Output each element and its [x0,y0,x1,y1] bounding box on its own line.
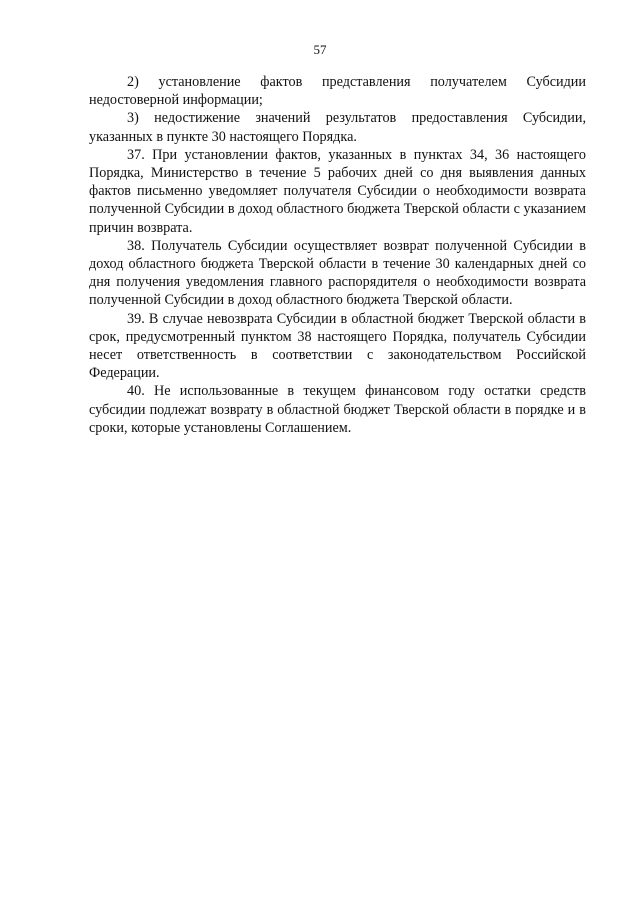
paragraph-40: 40. Не использованные в текущем финансовом году остатки средств субсидии подлежат возврату в областной бюджет Тверской области в порядке и в сроки, которые установлены Соглашением. [89,383,586,436]
paragraph-item-3: 3) недостижение значений результатов предоставления Субсидии, указанных в пункте 30 настоящего Порядка. [89,110,586,145]
paragraph-38: 38. Получатель Субсидии осуществляет возврат полученной Субсидии в доход областного бюджета Тверской области в течение 30 календарных дней со дня получения уведомления главного распорядителя о необходимости возврата полученной Субсидии в доход областного бюджета Тверской области. [89,237,586,309]
page-number: 57 [313,42,327,57]
document-body [89,73,586,437]
paragraph-37: 37. При установлении фактов, указанных в пунктах 34, 36 настоящего Порядка, Министерство в течение 5 рабочих дней со дня выявления данных фактов письменно уведомляет получателя Субсидии о необходимости возврата полученной Субсидии в доход областного бюджета Тверской области с указанием причин возврата. [89,146,586,236]
paragraph-39: 39. В случае невозврата Субсидии в областной бюджет Тверской области в срок, предусмотренный пунктом 38 настоящего Порядка, получатель Субсидии несет ответственность в соответствии с законодательством Российской Федерации. [89,310,586,382]
paragraph-item-2: 2) установление фактов представления получателем Субсидии недостоверной информации; [89,74,586,109]
